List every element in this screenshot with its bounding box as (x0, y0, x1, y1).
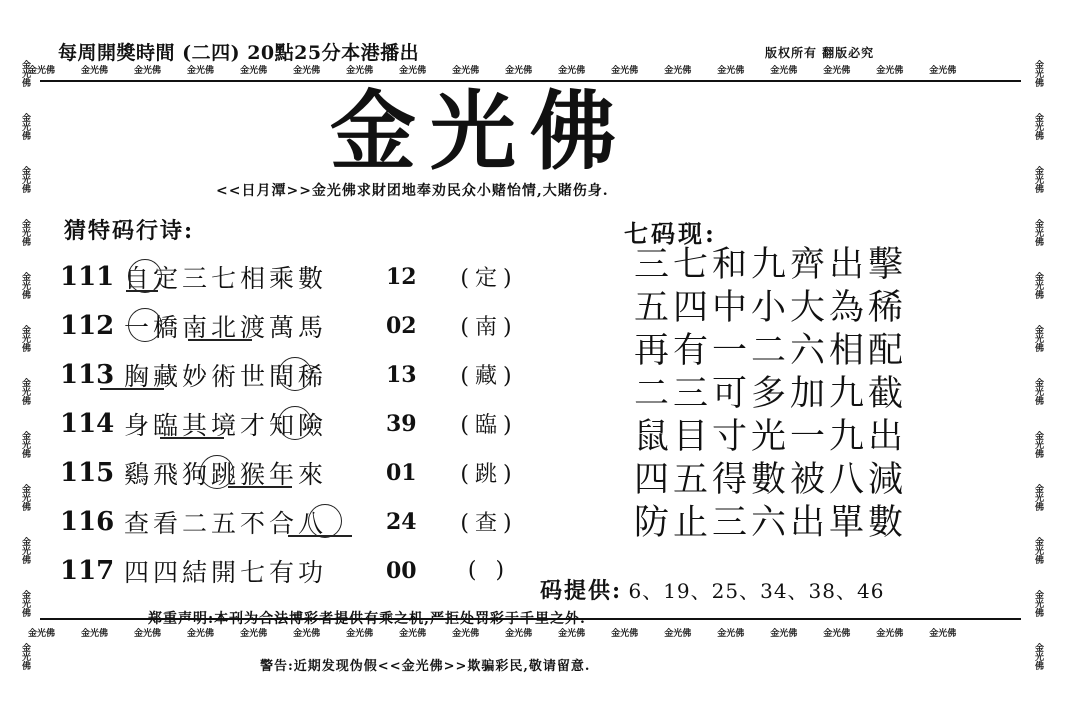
answer-char: ( ) (467, 558, 511, 583)
answer-char: (跳) (460, 462, 518, 487)
circle-mark (278, 406, 312, 440)
circle-mark (128, 308, 162, 342)
poem-row (60, 448, 534, 497)
seven-code-line: 四五得數被八減 (634, 460, 908, 500)
seven-codes-list (634, 244, 907, 545)
page-title: 金光佛 (330, 81, 630, 182)
answer-char: (藏) (460, 364, 518, 389)
seven-code-line: 三七和九齊出擊 (634, 245, 908, 285)
slogan: <<日月潭>>金光佛求財团地奉劝民众小赌怡情,大賭伤身. (216, 183, 609, 199)
issue-number: 114 (60, 408, 115, 439)
warning-notice: 警告:近期发现伪假<<金光佛>>欺骗彩民,敬请留意. (260, 659, 591, 674)
poem-line: 查看二五不合八 (124, 508, 328, 538)
seven-code-line: 鼠目寸光一九出 (634, 417, 908, 457)
issue-number: 116 (60, 506, 115, 537)
underline-mark (160, 437, 224, 439)
issue-number: 111 (60, 261, 115, 292)
provided-codes (540, 574, 884, 605)
special-number: 39 (386, 410, 417, 437)
answer-char: (臨) (460, 413, 518, 438)
circle-mark (200, 455, 234, 489)
codes-values: 6、19、25、34、38、46 (628, 579, 885, 603)
seven-codes-title: 七码现: (624, 219, 717, 248)
poem-line: 胸藏妙術世間稀 (124, 361, 328, 391)
issue-number: 117 (60, 555, 115, 586)
underline-mark (126, 290, 158, 292)
circle-mark (128, 259, 162, 293)
special-number: 02 (386, 312, 417, 339)
poem-row (60, 497, 534, 546)
poem-line: 自定三七相乘數 (124, 263, 328, 293)
answer-char: (查) (460, 511, 518, 536)
special-number: 12 (386, 263, 417, 290)
poem-row (60, 546, 534, 595)
answer-char: (南) (460, 315, 518, 340)
poem-row (60, 399, 534, 448)
poem-line: 四四結開七有功 (124, 557, 328, 587)
issue-number: 112 (60, 310, 115, 341)
watermark-strip-left: 金光佛金光佛金光佛金光佛金光佛金光佛金光佛金光佛金光佛金光佛金光佛金光佛 (20, 60, 30, 670)
seven-code-line: 五四中小大為稀 (634, 288, 908, 328)
draw-schedule: 每周開獎時間 (二四) 20點25分本港播出 (58, 42, 420, 64)
seven-code-line: 再有一二六相配 (634, 331, 908, 371)
poem-line: 鷄飛狗跳猴年來 (124, 459, 328, 489)
poem-section-title: 猜特码行诗: (64, 218, 195, 244)
answer-char: (定) (460, 266, 518, 291)
copyright-notice: 版权所有 翻版必究 (765, 46, 875, 60)
watermark-strip-top: 金光佛 金光佛 金光佛 金光佛 金光佛 金光佛 金光佛 金光佛 金光佛 金光佛 金光佛 金光佛 金光佛 金光佛 金光佛 金光佛 金光佛 金光佛 (28, 65, 957, 76)
poem-list (60, 252, 534, 595)
watermark-strip-bottom: 金光佛 金光佛 金光佛 金光佛 金光佛 金光佛 金光佛 金光佛 金光佛 金光佛 金光佛 金光佛 金光佛 金光佛 金光佛 金光佛 金光佛 金光佛 (28, 628, 957, 639)
special-number: 13 (386, 361, 417, 388)
poem-line: 身臨其境才知險 (124, 410, 328, 440)
poem-line: 一橋南北渡萬馬 (124, 312, 328, 342)
underline-mark (288, 535, 352, 537)
poem-row (60, 252, 534, 301)
seven-code-line: 二三可多加九截 (634, 374, 908, 414)
seven-code-line: 防止三六出單數 (634, 503, 908, 543)
special-number: 00 (386, 557, 417, 584)
underline-mark (188, 339, 252, 341)
codes-label: 码提供: (540, 578, 623, 604)
watermark-strip-right: 金光佛金光佛金光佛金光佛金光佛金光佛金光佛金光佛金光佛金光佛金光佛金光佛 (1033, 60, 1043, 670)
underline-mark (228, 486, 292, 488)
special-number: 24 (386, 508, 417, 535)
underline-mark (100, 388, 164, 390)
circle-mark (308, 504, 342, 538)
poem-row (60, 350, 534, 399)
special-number: 01 (386, 459, 417, 486)
issue-number: 113 (60, 359, 115, 390)
poem-row (60, 301, 534, 350)
circle-mark (278, 357, 312, 391)
legal-notice: 郑重声明:本刊为合法博彩者提供有乘之机,严拒处罚彩于千里之外. (148, 611, 586, 627)
issue-number: 115 (60, 457, 115, 488)
